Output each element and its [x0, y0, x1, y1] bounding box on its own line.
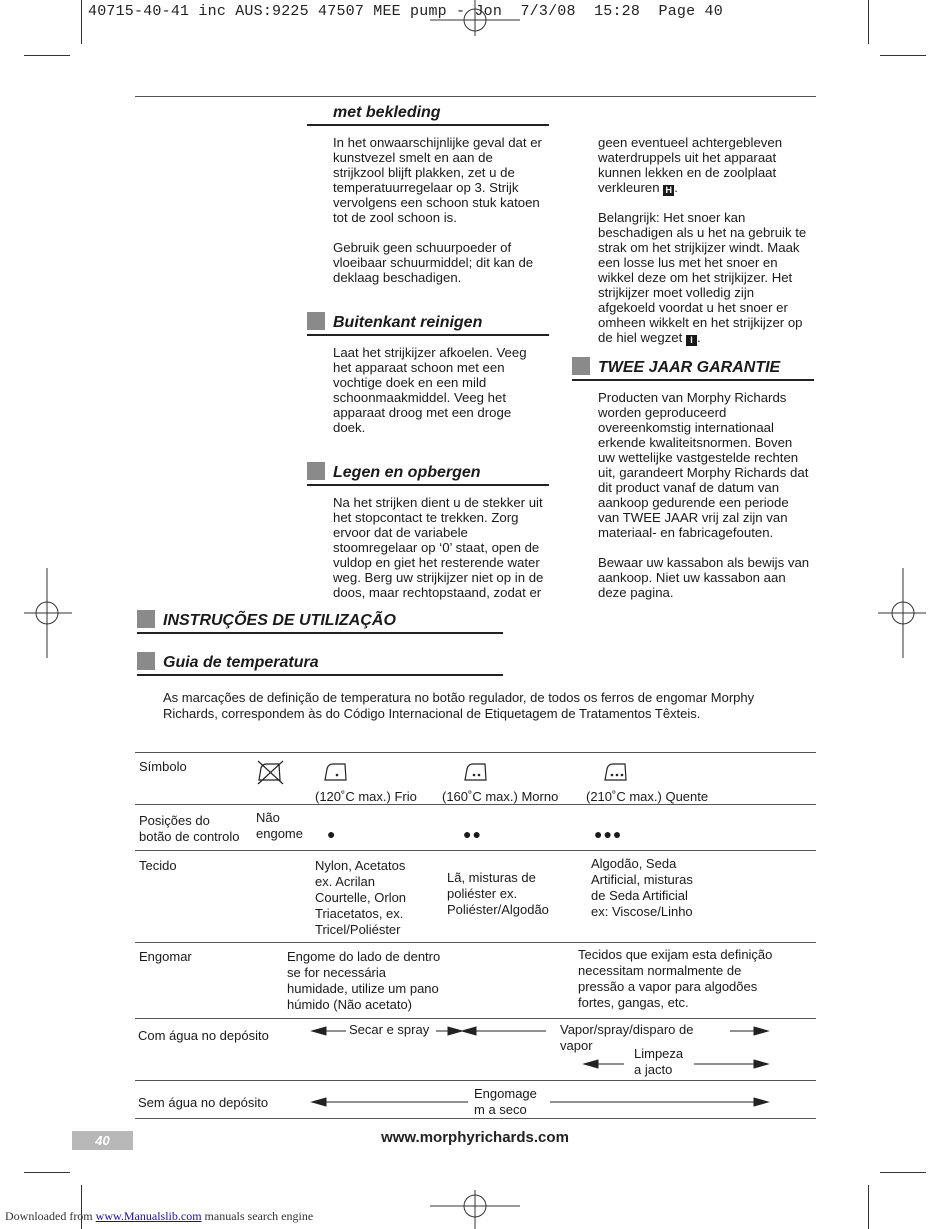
paragraph-bekleding-2: Gebruik geen schuurpoeder of vloeibaar schuurmiddel; dit kan de deklaag beschadigen. [333, 240, 534, 285]
paragraph-continued-text: geen eventueel achtergebleven waterdruppels uit het apparaat kunnen lekken en de zoolplaat verkleuren [598, 135, 783, 195]
row-label-tecido: Tecido [139, 858, 177, 873]
dry-ironing-arrow-icon [310, 1094, 780, 1112]
manualslib-link[interactable]: www.Manualslib.com [95, 1209, 202, 1223]
registration-mark-icon [430, 1190, 520, 1229]
secar-e-spray: Secar e spray [349, 1022, 430, 1037]
row-label-engomar: Engomar [139, 949, 192, 964]
paragraph-kassabon: Bewaar uw kassabon als bewijs van aankoop. Niet uw kassabon aan deze pagina. [598, 555, 810, 600]
heading-marker-icon [572, 357, 590, 375]
dial-two-dots: ●● [463, 826, 482, 842]
heading-text: TWEE JAAR GARANTIE [598, 359, 781, 376]
intro-paragraph: As marcações de definição de temperatura no botão regulador, de todos os ferros de engomar Morphy Richards, correspondem às do Código Internacional de Etiquetagem de Tratamentos Têxteis. [163, 690, 755, 721]
table-rule [135, 752, 816, 753]
heading-text: Buitenkant reinigen [333, 314, 483, 331]
symbol-h-icon: H [663, 185, 674, 196]
table-rule [135, 1118, 816, 1119]
nao-engome: Não engome [256, 810, 303, 841]
dial-three-dots: ●●● [594, 826, 623, 842]
paragraph-belangrijk-text: Belangrijk: Het snoer kan beschadigen als u het na gebruik te strak om het strijkijzer windt. Maak een losse lus met het snoer en wikkel deze om het strijkijzer. Het strijkijzer moet volledig zijn afgekoeld voordat u het snoer er omheen wikkelt en het strijkijzer op de hiel wegzet [598, 210, 807, 345]
download-note [5, 1209, 313, 1224]
registration-mark-icon [24, 568, 72, 658]
footer-url: www.morphyrichards.com [381, 1129, 569, 1146]
limpeza-jacto: Limpeza a jacto [634, 1046, 684, 1077]
page-number: 40 [72, 1131, 133, 1150]
row-label-com-agua: Com água no depósito [138, 1028, 269, 1043]
temp-morno: (160˚C max.) Morno [442, 789, 559, 804]
download-note-suffix: manuals search engine [201, 1209, 314, 1223]
paragraph-bekleding-1: In het onwaarschijnlijke geval dat er kunstvezel smelt en aan de strijkzool blijft plakken, zet u de temperatuurregelaar op 3. Strijk vervolgens een schoon stuk katoen tot de zool schoon is. [333, 135, 542, 225]
iron-two-dots-icon [463, 760, 489, 784]
dial-one-dot: ● [327, 826, 337, 842]
tecido-3: Algodão, Seda Artificial, misturas de Seda Artificial ex: Viscose/Linho [591, 856, 693, 919]
temp-frio: (120˚C max.) Frio [315, 789, 417, 804]
crop-mark [868, 0, 869, 44]
heading-text: Legen en opbergen [333, 464, 481, 481]
heading-met-bekleding [307, 103, 549, 126]
heading-instrucoes [137, 610, 503, 634]
vapor-spray: Vapor/spray/disparo de vapor [560, 1022, 694, 1053]
table-rule [135, 942, 816, 943]
top-rule [135, 96, 816, 97]
heading-legen-opbergen [307, 462, 549, 486]
table-rule [135, 1080, 816, 1081]
heading-twee-jaar-garantie [572, 357, 814, 381]
engomagem-seco: Engomage m a seco [474, 1086, 537, 1117]
paragraph-legen: Na het strijken dient u de stekker uit het stopcontact te trekken. Zorg ervoor dat de variabele stoomregelaar op ‘0’ staat, open de vuldop en giet het resterende water weg. Berg uw strijkijzer niet op in de doos, maar rechtopstaand, zodat er [333, 495, 544, 600]
table-rule [135, 1018, 816, 1019]
heading-text: INSTRUÇÕES DE UTILIZAÇÃO [163, 612, 396, 629]
row-label-sem-agua: Sem água no depósito [138, 1095, 269, 1110]
temp-quente: (210˚C max.) Quente [586, 789, 709, 804]
crop-mark [880, 1172, 926, 1173]
crop-mark [868, 1185, 869, 1229]
iron-one-dot-icon [323, 760, 349, 784]
paragraph-buitenkant: Laat het strijkijzer afkoelen. Veeg het apparaat schoon met een vochtige doek en een mild schoonmaakmiddel. Veeg het apparaat droog met een droge doek. [333, 345, 527, 435]
table-rule [135, 850, 816, 851]
heading-buitenkant-reinigen [307, 312, 549, 336]
tecido-1: Nylon, Acetatos ex. Acrilan Courtelle, Orlon Triacetatos, ex. Tricel/Poliéster [315, 858, 407, 937]
engomar-1: Engome do lado de dentro se for necessária humidade, utilize um pano húmido (Não acetato) [287, 949, 441, 1012]
do-not-iron-icon [255, 758, 285, 786]
tecido-2: Lã, misturas de poliéster ex. Poliéster/Algodão [447, 870, 549, 917]
download-note-prefix: Downloaded from [5, 1209, 93, 1223]
crop-mark [24, 55, 70, 56]
crop-mark [81, 0, 82, 44]
print-slug: 40715-40-41 inc AUS:9225 47507 MEE pump - Jon 7/3/08 15:28 Page 40 [88, 3, 723, 20]
paragraph-continued: geen eventueel achtergebleven waterdruppels uit het apparaat kunnen lekken en de zoolplaat verkleuren H . [598, 135, 783, 195]
heading-marker-icon [137, 652, 155, 670]
symbol-i-icon: I [686, 335, 697, 346]
paragraph-belangrijk: Belangrijk: Het snoer kan beschadigen als u het na gebruik te strak om het strijkijzer windt. Maak een losse lus met het snoer en wikkel deze om het strijkijzer. Het strijkijzer moet volledig zijn afgekoeld voordat u het snoer er omheen wikkelt en het strijkijzer op de hiel wegzet I . [598, 210, 807, 345]
crop-mark [24, 1172, 70, 1173]
iron-three-dots-icon [603, 760, 629, 784]
heading-marker-icon [307, 312, 325, 330]
heading-marker-icon [137, 610, 155, 628]
crop-mark [880, 55, 926, 56]
heading-marker-icon [307, 462, 325, 480]
row-label-posicoes: Posições do botão de controlo [139, 813, 240, 844]
engomar-2: Tecidos que exijam esta definição necessitam normalmente de pressão a vapor para algodões fortes, gangas, etc. [578, 947, 773, 1010]
registration-mark-icon [878, 568, 926, 658]
registration-mark-icon [430, 0, 520, 36]
heading-guia-temperatura [137, 652, 503, 676]
heading-text: met bekleding [333, 104, 441, 121]
row-label-simbolo: Símbolo [139, 759, 187, 774]
heading-text: Guia de temperatura [163, 654, 319, 671]
paragraph-garantie: Producten van Morphy Richards worden geproduceerd overeenkomstig internationaal erkende kwaliteitsnormen. Boven uw wettelijke vastgestelde rechten uit, garandeert Morphy Richards dat dit product vanaf de datum van aankoop gedurende een periode van TWEE JAAR vrij zal zijn van materiaal- en fabricagefouten. [598, 390, 809, 540]
